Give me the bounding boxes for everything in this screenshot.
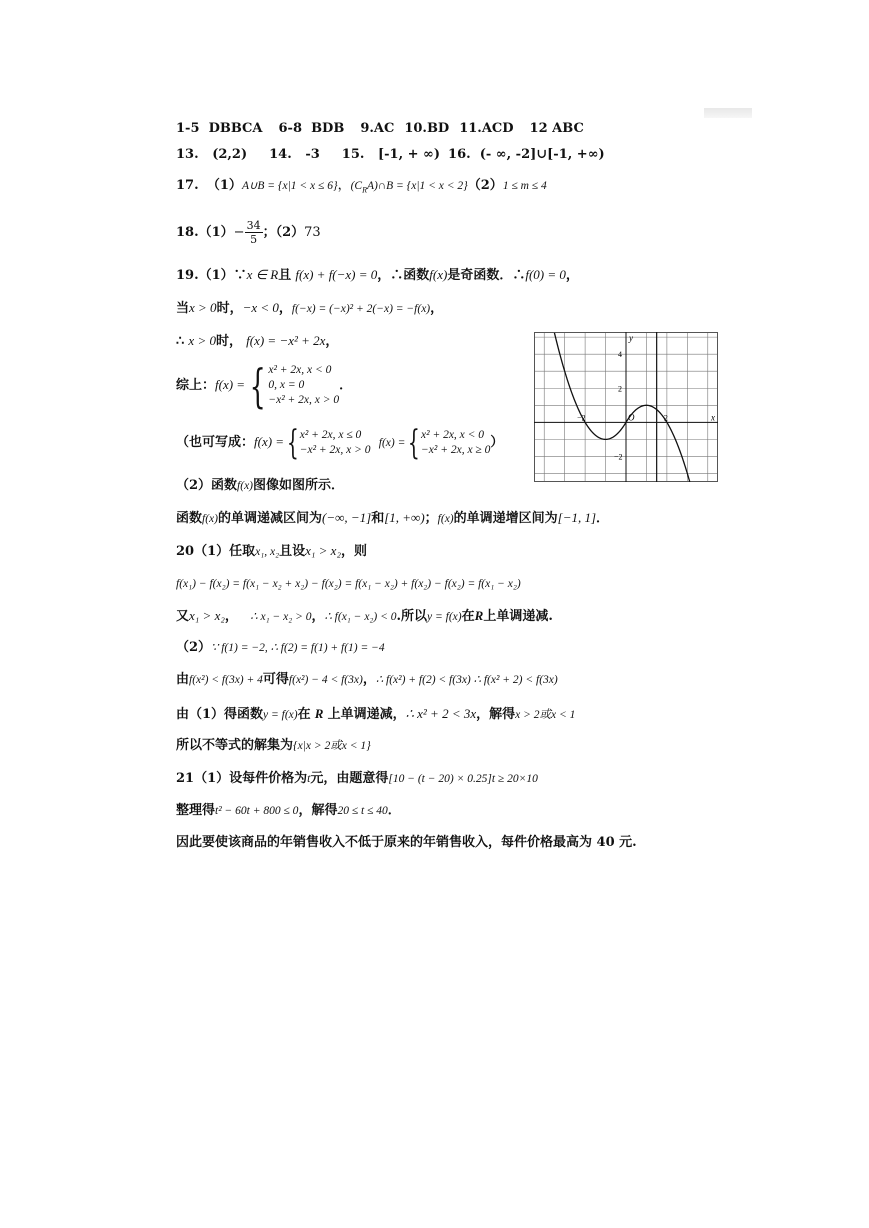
- math-expression: f(−x) = (−x)² + 2(−x) = −f(x): [291, 303, 431, 315]
- math-expression: A∪B = {x|1 < x ≤ 6}: [241, 180, 338, 192]
- q19-line-6: [176, 477, 344, 495]
- punctuation: ，: [337, 178, 351, 193]
- punctuation: ）: [490, 435, 504, 450]
- x-axis-label: x: [711, 412, 715, 423]
- left-brace: {: [249, 358, 266, 413]
- q19-line-3: [176, 332, 338, 351]
- text: 由（1）得函数: [176, 707, 264, 722]
- text: 由: [176, 672, 190, 687]
- math-expression: x ∈ R: [246, 267, 279, 282]
- scan-glare: [704, 108, 752, 118]
- q17-line: [176, 177, 547, 200]
- math-expression: x₁ > x₂: [305, 543, 341, 558]
- part-label: ；（2）: [262, 225, 305, 240]
- q19-line-5: [176, 422, 503, 463]
- text: 时，: [216, 301, 243, 316]
- q20-line-7: [176, 737, 371, 755]
- text: 元，由题意得: [310, 771, 389, 786]
- tick-label-y-minus-2: −2: [614, 452, 623, 462]
- answer-label: 6-8: [278, 121, 302, 136]
- q21-line-2: [176, 802, 401, 820]
- text: 的单调递增区间为: [453, 511, 558, 526]
- text: ，∴函数: [377, 268, 430, 283]
- math-expression: y = f(x): [427, 611, 462, 623]
- q19-line-2: [176, 299, 443, 318]
- text: 可得: [262, 672, 289, 687]
- math-expression: A)∩B = {x|1 < x < 2}: [366, 180, 468, 192]
- math-expression: x > 0: [189, 300, 217, 315]
- answer-value: 9.AC: [360, 121, 395, 136]
- fraction: [245, 219, 263, 246]
- punctuation: ．: [387, 803, 401, 818]
- q20-line-6: [176, 705, 575, 724]
- math-expression: [10 − (t − 20) × 0.25]t ≥ 20×10: [388, 773, 538, 785]
- math-expression: (−∞, −1]: [322, 510, 372, 525]
- math-expression: ∵ f(1) = −2, ∴ f(2) = f(1) + f(1) = −4: [211, 642, 385, 654]
- math-expression: f(x) =: [378, 437, 406, 449]
- y-axis-label: y: [629, 333, 633, 343]
- text: ，解得: [476, 707, 516, 722]
- math-expression: 1 ≤ m ≤ 4: [502, 180, 547, 192]
- punctuation: ．: [339, 378, 353, 393]
- punctuation: ，: [362, 672, 376, 687]
- text: 又: [176, 609, 190, 624]
- part-label: （1）: [206, 178, 242, 193]
- q20-line-1: [176, 542, 367, 561]
- text: （2）函数: [176, 478, 238, 493]
- math-expression: f(x): [237, 480, 254, 492]
- text: ，解得: [298, 803, 338, 818]
- left-brace: {: [286, 422, 299, 463]
- answer-value: [-1, + ∞): [377, 147, 441, 162]
- answer-value: -3: [305, 147, 320, 162]
- answer-value: BDB: [311, 121, 345, 136]
- text: 和: [371, 511, 385, 526]
- text: 函数: [176, 511, 203, 526]
- math-expression: x₁, x₂: [255, 546, 280, 558]
- origin-label: O: [628, 412, 635, 423]
- punctuation: ．: [596, 511, 610, 526]
- math-sign: −: [233, 225, 245, 240]
- left-brace: {: [408, 422, 421, 463]
- case-row: x² + 2x, x < 0: [421, 428, 485, 441]
- answer-label: 13.: [176, 147, 199, 162]
- q19-line-4: [176, 360, 352, 411]
- piecewise-cases: [268, 363, 339, 408]
- answer-label: 1-5: [176, 121, 200, 136]
- question-number: 18.（1）: [176, 225, 234, 240]
- answer-label: 12: [529, 121, 548, 136]
- punctuation: ，: [565, 268, 579, 283]
- tick-label-y-2: 2: [618, 384, 622, 394]
- text: 且设: [279, 544, 306, 559]
- q19-line-7: [176, 509, 609, 528]
- answer-value: DBBCA: [208, 121, 263, 136]
- answer-value: (2,2): [212, 147, 248, 162]
- answer-value: 73: [304, 225, 321, 240]
- math-expression: (C: [350, 180, 363, 192]
- case-row: x² + 2x, x < 0: [268, 364, 332, 376]
- q20-line-4: [176, 639, 385, 657]
- answer-label: 16.: [448, 147, 471, 162]
- punctuation: ，: [278, 301, 292, 316]
- math-expression: ∴ f(x₁ − x₂) < 0: [324, 611, 397, 623]
- math-expression: [1, +∞): [384, 510, 425, 525]
- part-label: （2）: [176, 640, 212, 655]
- text: 当: [176, 301, 190, 316]
- answer-value: (- ∞, -2]∪[-1, +∞): [479, 147, 605, 162]
- punctuation: ，: [430, 301, 444, 316]
- function-graph: [534, 332, 718, 482]
- math-expression: [−1, 1]: [557, 510, 597, 525]
- math-expression: f(x): [202, 513, 218, 525]
- math-expression: f(x) =: [254, 434, 285, 449]
- answer-value: 10.BD: [404, 121, 450, 136]
- text: ，则: [340, 544, 367, 559]
- math-expression: ∴ x₁ − x₂ > 0: [250, 611, 312, 623]
- math-symbol: R: [314, 706, 324, 721]
- text: .所以: [396, 609, 428, 624]
- fraction-numerator: 34: [246, 219, 261, 232]
- fraction-denominator: 5: [250, 233, 258, 246]
- case-row: −x² + 2x, x > 0: [299, 443, 371, 456]
- text: 所以不等式的解集为: [176, 738, 294, 753]
- question-number: 19.（1）∵: [176, 268, 247, 283]
- math-expression: x₁ > x₂: [189, 608, 225, 623]
- math-subscript: R: [362, 185, 367, 195]
- tick-label-y-4: 4: [618, 350, 622, 360]
- math-expression: {x|x > 2或x < 1}: [293, 740, 371, 752]
- q21-line-3: 因此要使该商品的年销售收入不低于原来的年销售收入，每件价格最高为 40 元.: [176, 835, 637, 850]
- math-expression: x > 0: [188, 333, 216, 348]
- punctuation: ，: [325, 334, 339, 349]
- text: 在: [297, 707, 311, 722]
- math-expression: f(x²) − 4 < f(3x): [288, 674, 363, 686]
- math-expression: 20 ≤ t ≤ 40: [337, 805, 388, 817]
- case-row: −x² + 2x, x > 0: [268, 394, 340, 406]
- text: 的单调递减区间为: [217, 511, 322, 526]
- text: 且: [278, 268, 292, 283]
- q20-line-2: f(x₁) − f(x₂) = f(x₁ − x₂ + x₂) − f(x₂) = f(x₁ − x₂) + f(x₂) − f(x₂) = f(x₁ − x₂): [176, 578, 521, 590]
- math-expression: t: [307, 773, 311, 785]
- punctuation: ，: [311, 609, 325, 624]
- case-row: −x² + 2x, x ≥ 0: [421, 443, 491, 456]
- question-number: 21（1）设每件价格为: [176, 771, 308, 786]
- math-expression: −x < 0: [242, 300, 279, 315]
- question-number: 20（1）任取: [176, 544, 256, 559]
- math-expression: f(x²) < f(3x) + 4: [189, 674, 263, 686]
- answer-label: 14.: [269, 147, 292, 162]
- answers-row-2: [176, 146, 605, 164]
- q20-line-3: [176, 607, 553, 626]
- text: 上单调递减，: [327, 707, 406, 722]
- q20-line-5: [176, 671, 558, 689]
- math-expression: f(x) =: [215, 377, 246, 392]
- tick-label-x-minus-2: −2: [577, 413, 586, 423]
- answer-value: ABC: [552, 121, 584, 136]
- answers-row-1: [176, 120, 584, 138]
- answer-value: 11.ACD: [459, 121, 514, 136]
- piecewise-cases: [421, 428, 490, 458]
- case-row: x² + 2x, x ≤ 0: [299, 428, 362, 441]
- text: ∴: [176, 334, 185, 349]
- text: （也可写成：: [176, 435, 255, 450]
- math-expression: x > 2或x < 1: [515, 709, 576, 721]
- text: 在: [461, 609, 475, 624]
- question-number: 17.: [176, 178, 199, 193]
- punctuation: ，: [224, 609, 238, 624]
- text: 整理得: [176, 803, 216, 818]
- math-symbol: R: [474, 608, 484, 623]
- case-row: 0, x = 0: [268, 379, 305, 391]
- math-expression: f(x): [429, 267, 448, 282]
- math-expression: f(x) + f(−x) = 0: [295, 267, 378, 282]
- text: 是奇函数．∴: [447, 268, 526, 283]
- text: 时，: [215, 334, 242, 349]
- q21-line-1: [176, 770, 538, 788]
- text: 图像如图所示．: [253, 478, 345, 493]
- math-expression: f(x): [437, 513, 454, 525]
- math-expression: y = f(x): [263, 709, 298, 721]
- math-expression: f(x) = −x² + 2x: [246, 333, 326, 348]
- answer-label: 15.: [341, 147, 365, 162]
- math-expression: ∴ f(x²) + f(2) < f(3x) ∴ f(x² + 2) < f(3x): [375, 674, 558, 686]
- text: 综上：: [176, 378, 216, 393]
- q19-line-1: [176, 266, 579, 285]
- math-expression: t² − 60t + 800 ≤ 0: [215, 805, 299, 817]
- punctuation: ；: [424, 511, 438, 526]
- part-label: （2）: [467, 178, 503, 193]
- math-expression: f(0) = 0: [525, 267, 566, 282]
- tick-label-x-2: 2: [663, 413, 668, 423]
- q18-line: [176, 218, 321, 248]
- text: 上单调递减.: [483, 609, 553, 624]
- math-expression: ∴ x² + 2 < 3x: [405, 706, 477, 721]
- piecewise-cases: [300, 428, 371, 458]
